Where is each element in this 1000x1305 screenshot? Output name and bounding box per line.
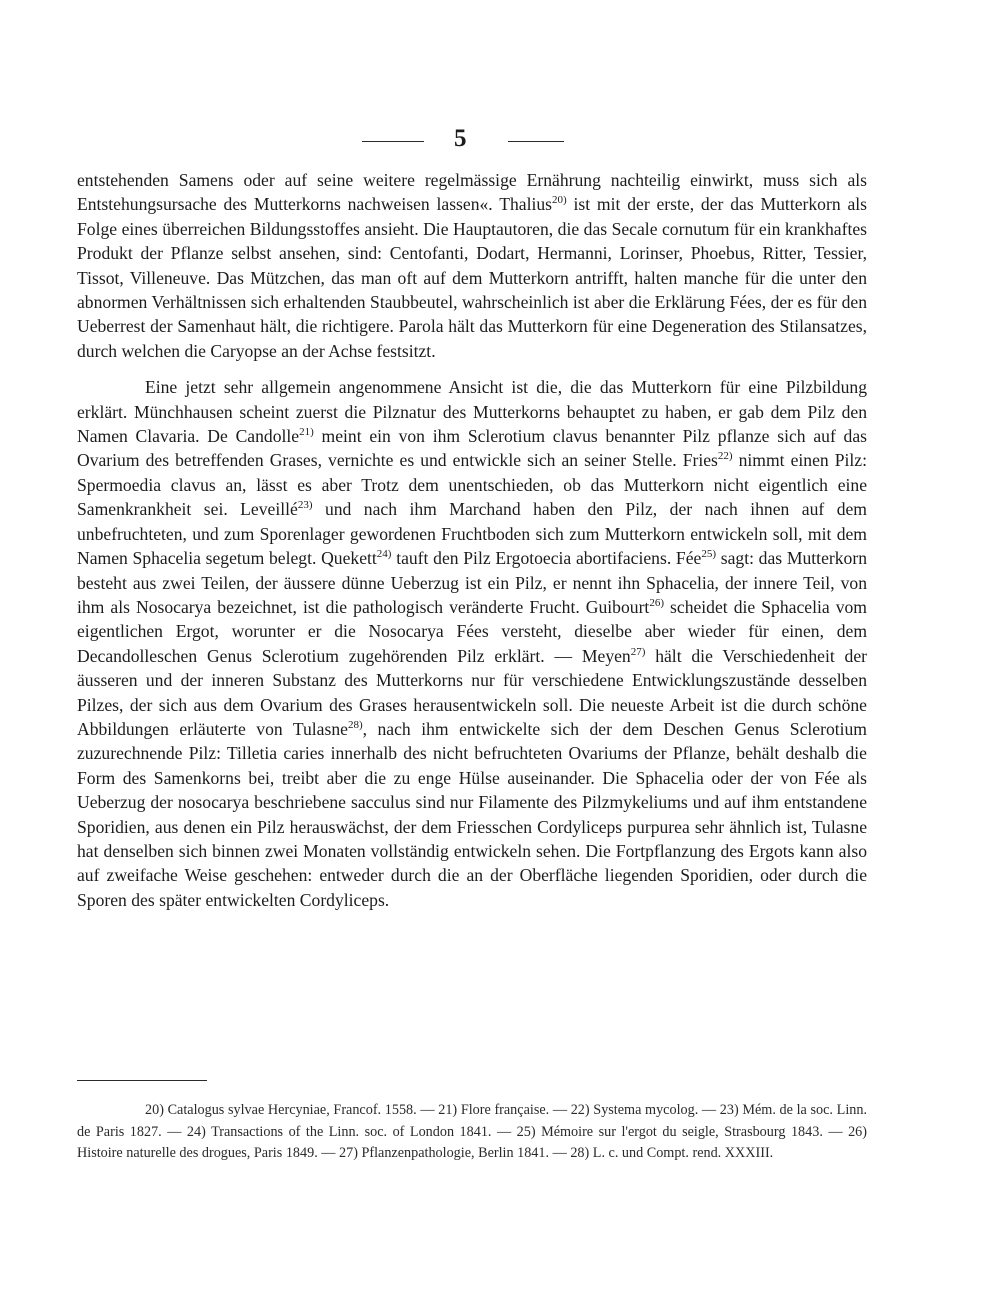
footnote-marker: 21)	[299, 426, 314, 439]
paragraph-text: meint ein von ihm Sclerotium clavus benannter Pilz pflanze sich auf das Ovarium des betreffenden Grases, vernichte es und entwickle sich an seiner Stelle. Fries	[77, 426, 868, 471]
paragraph-text: und nach ihm Marchand haben den Pilz, der nach ihnen auf dem unbefruchteten, und zum Sporenlager gewordenen Fruchtboden sich zum Mutterkorn entwickeln soll, mit dem Namen Sphacelia segetum belegt. Quekett	[77, 499, 867, 569]
footnote-marker: 28)	[347, 719, 363, 732]
paragraph-text: ist mit der erste, der das Mutterkorn als Folge eines überreichen Bildungsstoffes ansieht. Die Hauptautoren, die das Secale cornutum für ein krankhaftes Produkt der Pflanze selbst ansehen, sind: Centofanti, Dodart, Hermanni, Lorinser, Phoebus, Ritter, Tessier, Tissot, Villeneuve. Das Mützchen, das man oft auf dem Mutterkorn antrifft, halten manche für die unter den abnormen Verhältnissen sich erhaltenden Staubbeutel, wahrscheinlich ist aber die Erklärung Fées, der es für den Ueberrest der Samenhaut hält, die richtigere. Parola hält das Mutterkorn für eine Degeneration des Stilansatzes, durch welchen die Caryopse an der Achse festsitzt.	[77, 194, 867, 361]
body-text	[77, 168, 867, 912]
paragraph-text: tauft den Pilz Ergotoecia abortifaciens. Fée	[391, 548, 702, 569]
paragraph-text: hält die Verschiedenheit der äusseren und der inneren Substanz des Mutterkorns nur für verschiedene Entwicklungszustände desselben Pilzes, der sich aus dem Ovarium des Grases herausentwickeln soll. Die neueste Arbeit ist die durch schöne Abbildungen erläuterte von Tulasne	[77, 645, 867, 739]
paragraph-text: , nach ihm entwickelte sich der dem Deschen Genus Sclerotium zuzurechnende Pilz: Tilletia caries innerhalb des nicht befruchteten Ovariums der Pflanze, behält deshalb die Form des Samenkorns bei, treibt aber die zu enge Hülse auseinander. Die Sphacelia oder der von Fée als Ueberzug der nosocarya beschriebene sacculus sind nur Filamente des Pilzmykeliums und auf ihm entstandene Sporidien, aus denen ein Pilz herauswächst, der dem Friesschen Cordyliceps purpurea sehr ähnlich ist, Tulasne hat denselben sich binnen zwei Monaten vollständig entwickeln sehen. Die Fortpflanzung des Ergots kann also auf zweifache Weise geschehen: entweder durch die an der Oberfläche liegenden Sporidien, oder durch die Sporen des später entwickelten Cordyliceps.	[77, 718, 867, 910]
footnote-marker: 25)	[701, 548, 717, 561]
footnote-rule	[77, 1080, 207, 1081]
paragraph	[77, 375, 867, 912]
paragraph-text: entstehenden Samens oder auf seine weitere regelmässige Ernährung nachteilig einwirkt, muss sich als Entstehungsursache des Mutterkorns nachweisen lassen«. Thalius	[77, 170, 867, 215]
footnote-marker: 20)	[552, 194, 567, 207]
header-rule-left	[362, 141, 424, 142]
paragraph-text: scheidet die Sphacelia vom eigentlichen Ergot, worunter er die Nosocarya Fées versteht, dieselbe aber wieder für einen, dem Decandolleschen Genus Sclerotium zugehörenden Pilz erklärt. — Meyen	[77, 596, 867, 666]
paragraph-text: sagt: das Mutterkorn besteht aus zwei Teilen, der äussere dünne Ueberzug ist ein Pilz, er nennt ihn Sphacelia, der innere Teil, von ihm als Nosocarya bezeichnet, ist die pathologisch veränderte Frucht. Guibourt	[77, 548, 867, 617]
footnotes: 20) Catalogus sylvae Hercyniae, Francof. 1558. — 21) Flore française. — 22) Systema mycolog. — 23) Mém. de la soc. Linn. de Paris 1827. — 24) Transactions of the Linn. soc. of London 1841. — 25) Mémoire sur l'ergot du seigle, Strasbourg 1843. — 26) Histoire naturelle des drogues, Paris 1849. — 27) Pflanzenpathologie, Berlin 1841. — 28) L. c. und Compt. rend. XXXIII.	[77, 1102, 867, 1162]
page-number: 5	[454, 125, 467, 152]
footnote-marker: 24)	[376, 548, 392, 561]
footnote-marker: 22)	[717, 450, 733, 463]
paragraph-text: nimmt einen Pilz: Spermoedia clavus an, lässt es aber Trotz dem unentschieden, ob das Mutterkorn nicht eigentlich eine Samenkrankheit sei. Leveillé	[77, 450, 867, 520]
paragraph-text: Eine jetzt sehr allgemein angenommene Ansicht ist die, die das Mutterkorn für eine Pilzbildung erklärt. Münchhausen scheint zuerst die Pilznatur des Mutterkorns behauptet zu haben, er gab dem Pilz den Namen Clavaria. De Candolle	[77, 377, 867, 447]
footnote-marker: 26)	[649, 597, 664, 610]
footnote-marker: 23)	[297, 499, 313, 512]
page-header	[0, 124, 1000, 154]
header-rule-right	[508, 141, 564, 142]
footnote-marker: 27)	[630, 645, 646, 658]
paragraph	[77, 168, 867, 363]
